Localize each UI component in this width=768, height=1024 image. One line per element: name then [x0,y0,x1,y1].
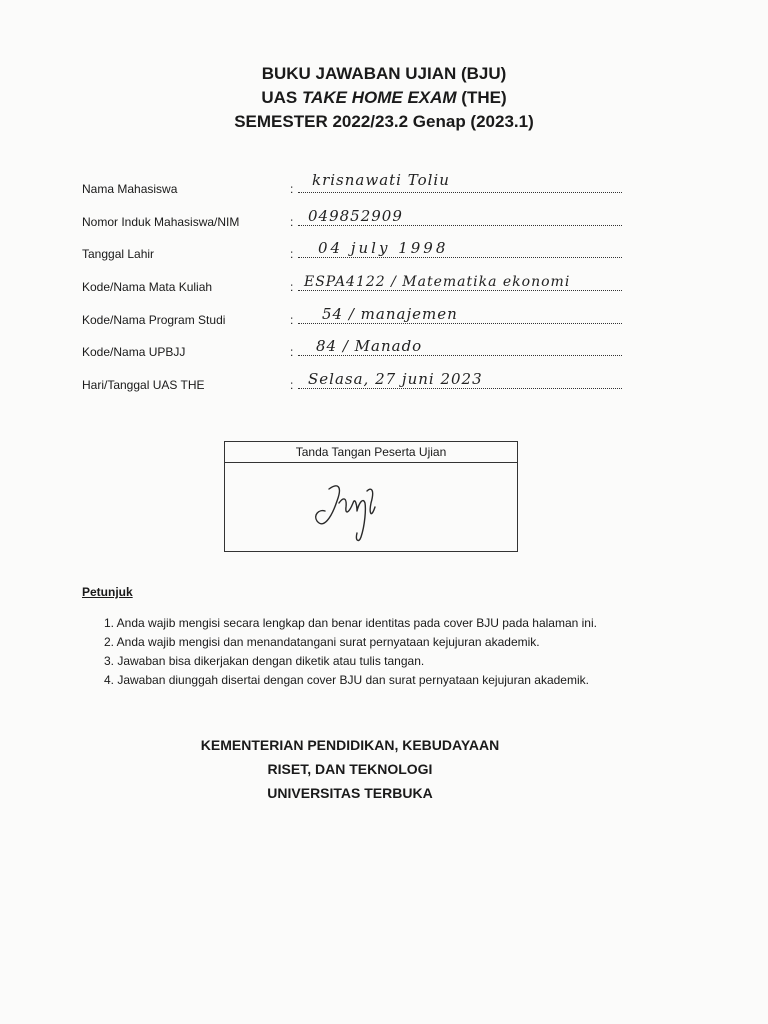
field-program-studi [82,305,622,327]
instructions-list [104,614,644,690]
instruction-item: 1. Anda wajib mengisi secara lengkap dan benar identitas pada cover BJU pada halaman ini. [104,616,597,630]
field-tanggal-uas [82,370,622,392]
field-dotted-line [298,323,622,324]
field-colon: : [290,182,294,196]
signature-area [225,463,517,552]
field-upbjj [82,337,622,359]
header-subtitle-italic: TAKE HOME EXAM [302,88,457,107]
field-label: Kode/Nama Mata Kuliah [82,280,213,294]
instruction-item: 2. Anda wajib mengisi dan menandatangani surat pernyataan kejujuran akademik. [104,635,540,649]
field-label: Kode/Nama UPBJJ [82,345,186,359]
signature-box [224,441,518,552]
field-label: Nomor Induk Mahasiswa/NIM [82,215,240,229]
field-dotted-line [298,257,622,258]
header-subtitle-post: (THE) [456,88,507,107]
field-handwritten-value: 04 july 1998 [318,239,449,257]
instruction-item: 4. Jawaban diunggah disertai dengan cover BJU dan surat pernyataan kejujuran akademik. [104,673,589,687]
document-header [0,62,768,134]
field-nim [82,207,622,229]
field-dotted-line [298,225,622,226]
field-dotted-line [298,192,622,193]
field-tanggal-lahir [82,239,622,261]
header-title: BUKU JAWABAN UJIAN (BJU) [261,64,507,83]
field-handwritten-value: 54 / manajemen [322,305,458,323]
field-handwritten-value: 84 / Manado [316,337,423,355]
field-dotted-line [298,290,622,291]
field-label: Nama Mahasiswa [82,182,178,196]
field-colon: : [290,215,294,229]
field-colon: : [290,280,294,294]
header-subtitle [0,86,768,110]
field-handwritten-value: 049852909 [308,207,403,225]
header-subtitle-pre: UAS [261,88,302,107]
institution-footer [0,733,700,805]
footer-ministry-cont: RISET, DAN TEKNOLOGI [267,761,433,777]
field-mata-kuliah [82,272,622,294]
header-semester: SEMESTER 2022/23.2 Genap (2023.1) [234,112,534,131]
field-handwritten-value: Selasa, 27 juni 2023 [308,370,483,388]
footer-university: UNIVERSITAS TERBUKA [267,785,433,801]
instruction-item: 3. Jawaban bisa dikerjakan dengan diketik atau tulis tangan. [104,654,425,668]
handwritten-signature [225,463,517,551]
field-handwritten-value: krisnawati Toliu [312,171,450,189]
field-dotted-line [298,355,622,356]
field-colon: : [290,378,294,392]
field-colon: : [290,313,294,327]
field-colon: : [290,247,294,261]
signature-box-title: Tanda Tangan Peserta Ujian [225,442,517,463]
field-handwritten-value: ESPA4122 / Matematika ekonomi [304,274,571,290]
instructions-heading: Petunjuk [82,585,133,599]
field-dotted-line [298,388,622,389]
footer-ministry: KEMENTERIAN PENDIDIKAN, KEBUDAYAAN [200,737,500,753]
field-label: Kode/Nama Program Studi [82,313,226,327]
field-nama-mahasiswa [82,171,622,196]
field-label: Hari/Tanggal UAS THE [82,378,205,392]
field-label: Tanggal Lahir [82,247,155,261]
field-colon: : [290,345,294,359]
